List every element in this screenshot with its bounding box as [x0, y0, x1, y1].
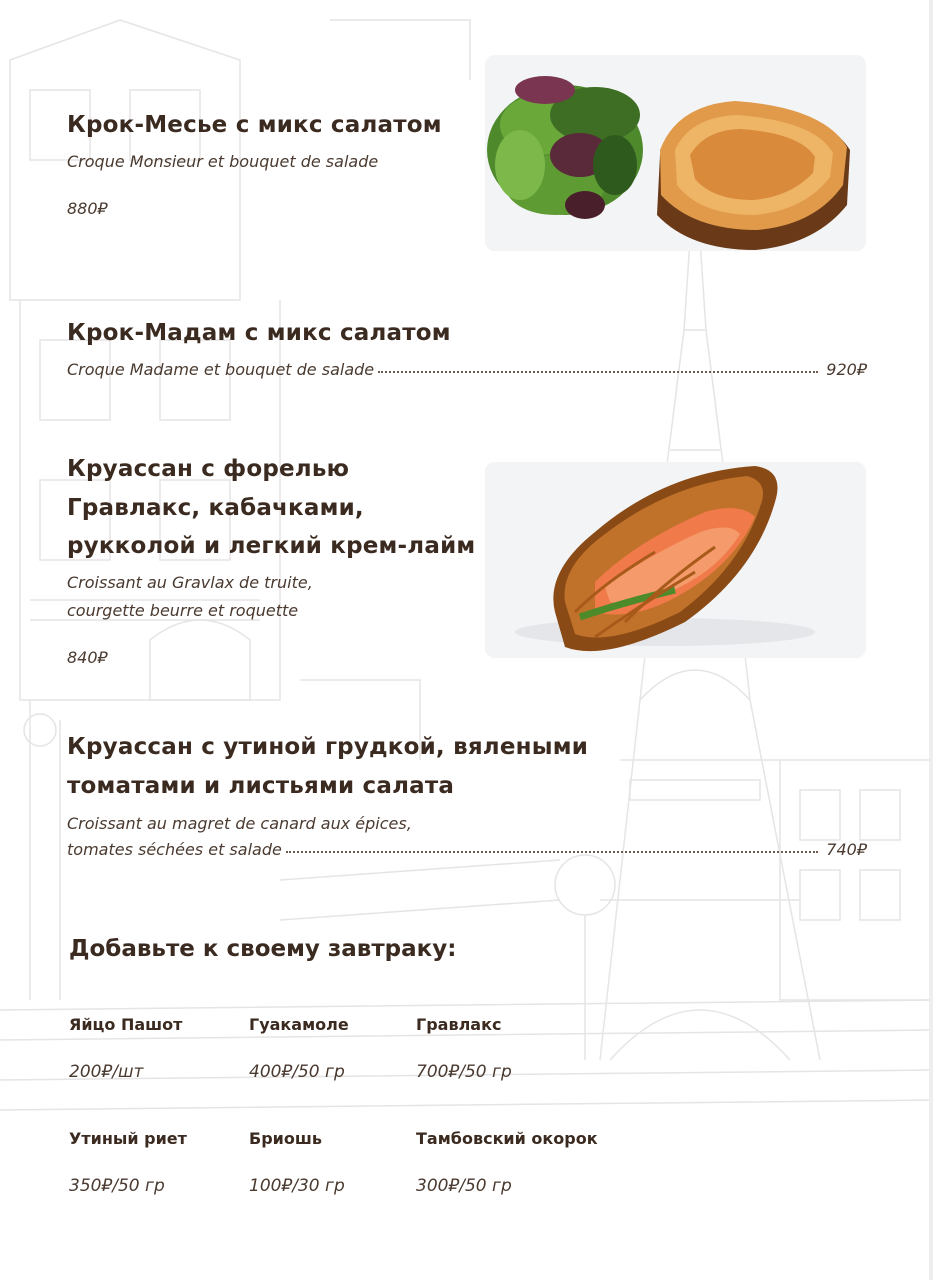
- addon-name: Яйцо Пашот: [69, 1015, 183, 1034]
- addon-price: 400₽/50 гр: [249, 1062, 345, 1082]
- item-desc-price-row: [67, 360, 867, 379]
- dot-leader: [286, 847, 818, 853]
- dot-leader: [378, 367, 818, 373]
- addon-price: 350₽/50 гр: [69, 1176, 165, 1196]
- item-title: томатами и листьями салата: [67, 773, 455, 799]
- item-description: courgette beurre et roquette: [67, 601, 299, 620]
- item-desc-price-row: [67, 840, 867, 859]
- item-title: Крок-Мадам с микс салатом: [67, 320, 451, 346]
- croque-monsieur-photo: [485, 55, 866, 251]
- item-price: 920₽: [826, 360, 867, 379]
- item-title: Гравлакс, кабачками,: [67, 495, 364, 521]
- item-price: 740₽: [826, 840, 867, 859]
- item-price: 840₽: [67, 648, 108, 667]
- item-description: Croissant au Gravlax de truite,: [67, 573, 313, 592]
- addon-name: Гуакамоле: [249, 1015, 349, 1034]
- croque-salad-illustration: [485, 55, 866, 251]
- item-title: Круассан с утиной грудкой, вялеными: [67, 734, 589, 760]
- item-price: 880₽: [67, 199, 108, 218]
- addon-price: 700₽/50 гр: [416, 1062, 512, 1082]
- addon-name: Гравлакс: [416, 1015, 502, 1034]
- croissant-illustration: [485, 462, 866, 658]
- croissant-trout-photo: [485, 462, 866, 658]
- item-title: рукколой и легкий крем-лайм: [67, 533, 476, 559]
- item-title: Круассан с форелью: [67, 456, 350, 482]
- item-description: Croissant au magret de canard aux épices,: [67, 814, 412, 833]
- item-description: Croque Monsieur et bouquet de salade: [67, 152, 379, 171]
- addon-name: Тамбовский окорок: [416, 1129, 598, 1148]
- item-title: Крок-Месье с микс салатом: [67, 112, 442, 138]
- page-edge: [929, 0, 933, 1280]
- addon-price: 100₽/30 гр: [249, 1176, 345, 1196]
- item-description: tomates séchées et salade: [67, 840, 282, 859]
- item-description: Croque Madame et bouquet de salade: [67, 360, 375, 379]
- addon-name: Бриошь: [249, 1129, 322, 1148]
- addon-price: 200₽/шт: [69, 1062, 144, 1082]
- addon-name: Утиный риет: [69, 1129, 187, 1148]
- addons-title: Добавьте к своему завтраку:: [69, 936, 457, 962]
- addon-price: 300₽/50 гр: [416, 1176, 512, 1196]
